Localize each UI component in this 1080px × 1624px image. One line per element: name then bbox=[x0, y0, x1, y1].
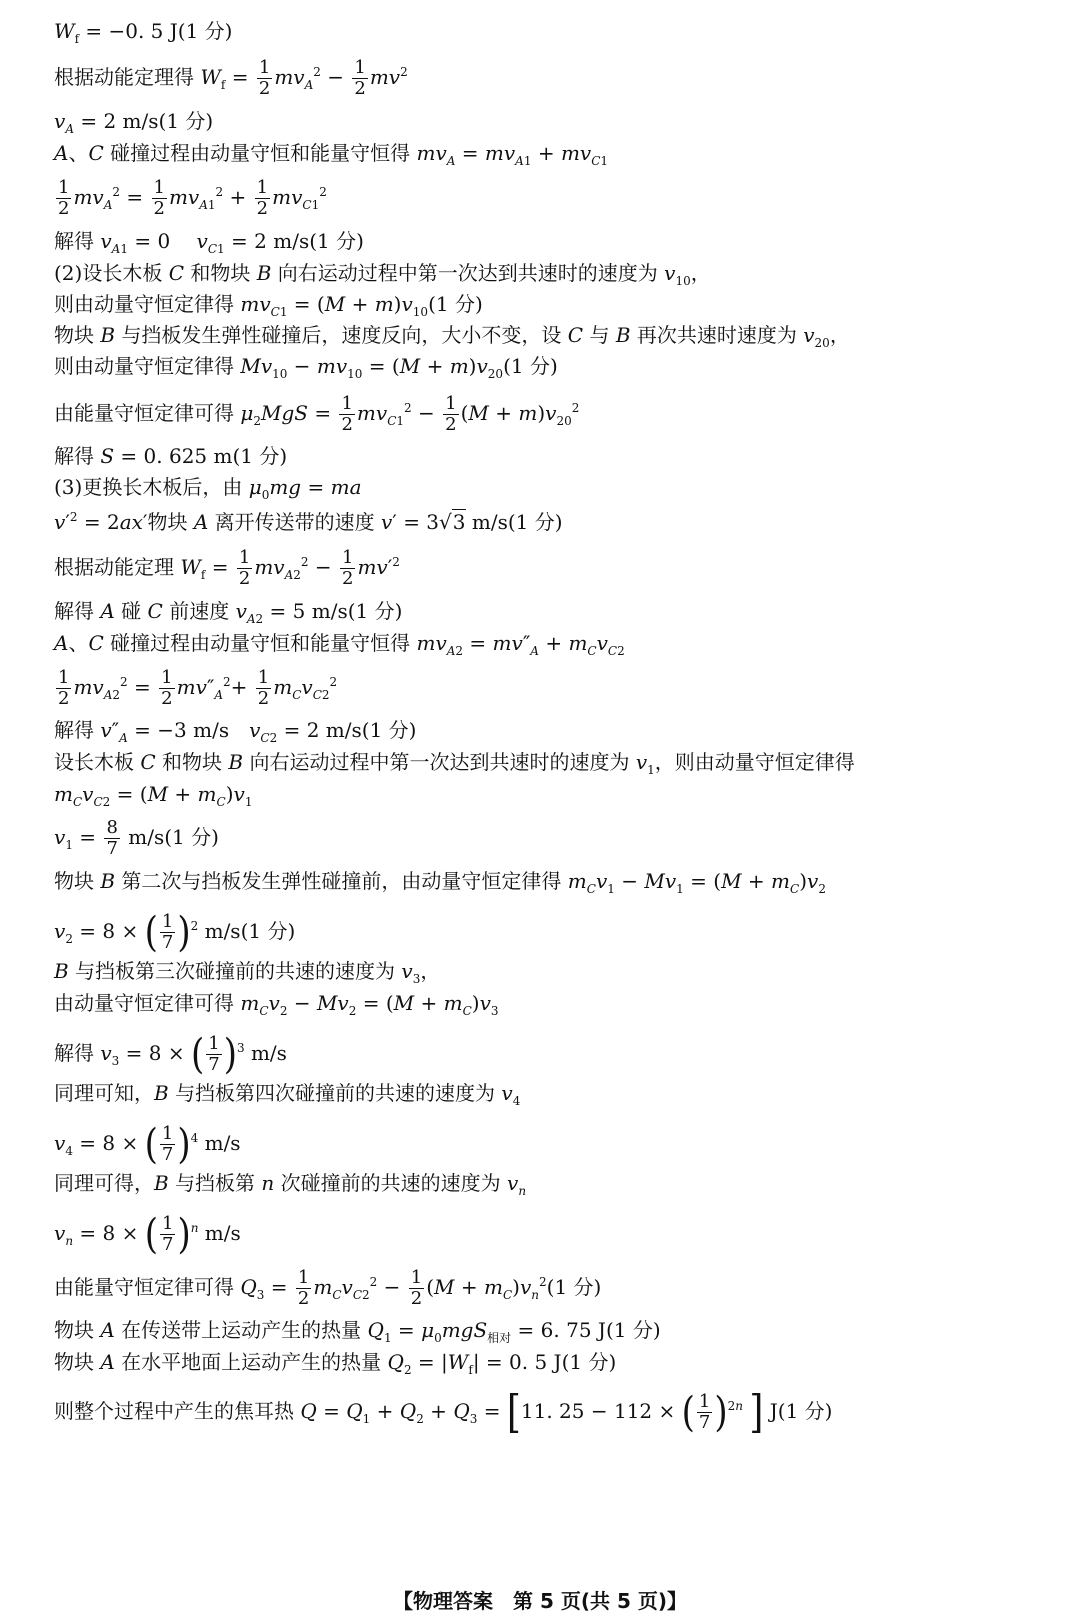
line-va2: 解得 A 碰 C 前速度 $v_{A2} = 5$ m/s(1 分) bbox=[54, 599, 403, 626]
line-solve-1: 解得 $v_{A1} = 0$ $v_{C1} = 2$ m/s(1 分) bbox=[54, 229, 364, 256]
line-nth-intro: 同理可得，B 与挡板第 n 次碰撞前的共速的速度为 $v_n$ bbox=[54, 1171, 527, 1198]
line-v3: 解得 $v_3 = 8$ × ( $\frac{1}{7}$ )$^3$ m/s bbox=[54, 1030, 287, 1079]
line-vn: $v_n = 8$ × ( $\frac{1}{7}$ )$^n$ m/s bbox=[54, 1210, 241, 1259]
line-energy-eq: $\frac{1}{2}$ $mv_A^2$ = $\frac{1}{2}$ $mv_{A1}^2$ + $\frac{1}{2}$ $mv_{C1}^2$ bbox=[58, 177, 327, 219]
line-v-prime: $v'^2 = 2ax'$物块 A 离开传送带的速度 v′ = 3√3 m/s(1 分) bbox=[54, 510, 563, 534]
line-kinetic-2: 根据动能定理 $W_f$ = $\frac{1}{2}$ $mv_{A2}^2$ − $\frac{1}{2}$ $mv'^2$ bbox=[54, 547, 400, 589]
line-momentum-1: 则由动量守恒定律得 $mv_{C1} = (M + m)v_{10}(1$ 分) bbox=[54, 292, 483, 319]
line-energy-eq-2: $\frac{1}{2}$ $mv_{A2}^2$ = $\frac{1}{2}$ $mv''_A^2+$ $\frac{1}{2}$ $m_Cv_{C2}^2$ bbox=[58, 667, 338, 709]
page-footer: 【物理答案 第 5 页(共 5 页)】 bbox=[393, 1589, 687, 1613]
line-second-collision: 物块 B 第二次与挡板发生弹性碰撞前，由动量守恒定律得 $m_Cv_1 - Mv_1 = (M + m_C)v_2$ bbox=[54, 869, 826, 896]
line-q1: 物块 A 在传送带上运动产生的热量 $Q_1 = \mu_0mgS_{相对} = 6$. 75 J(1 分) bbox=[54, 1318, 661, 1345]
line-fourth-intro: 同理可知，B 与挡板第四次碰撞前的共速的速度为 $v_4$ bbox=[54, 1081, 521, 1108]
line-momentum-2: 则由动量守恒定律得 $Mv_{10} - mv_{10} = (M + m)v_{20}(1$ 分) bbox=[54, 354, 558, 381]
line-solve-2: 解得 $v''_A = -3$ m/s $v_{C2} = 2$ m/s(1 分) bbox=[54, 718, 417, 745]
line-momentum-4: 由动量守恒定律可得 $m_Cv_2 - Mv_2 = (M + m_C)v_3$ bbox=[54, 991, 499, 1018]
line-q2: 物块 A 在水平地面上运动产生的热量 $Q_2 = |W_f| = 0$. 5 J(1 分) bbox=[54, 1350, 617, 1377]
line-wf: $W_f = -0$. 5 J(1 分) bbox=[54, 19, 233, 46]
line-v1: $v_1$ = $\frac{8}{7}$ m/s(1 分) bbox=[54, 817, 219, 859]
line-ac-collision: A、C 碰撞过程由动量守恒和能量守恒得 $mv_A = mv_{A1} + mv_{C1}$ bbox=[54, 141, 609, 168]
line-v1-intro: 设长木板 C 和物块 B 向右运动过程中第一次达到共速时的速度为 $v_1$，则由动量守恒定律得 bbox=[54, 750, 855, 777]
line-elastic: 物块 B 与挡板发生弹性碰撞后，速度反向，大小不变，设 C 与 B 再次共速时速度为 $v_{20}$， bbox=[54, 323, 850, 350]
line-v2: $v_2 = 8$ × ( $\frac{1}{7}$ )$^2$ m/s(1 分) bbox=[54, 908, 296, 957]
line-kinetic-theorem: 根据动能定理得 $W_f$ = $\frac{1}{2}$ $mv_A^2$ − $\frac{1}{2}$ $mv^2$ bbox=[54, 57, 408, 99]
line-ac-collision-2: A、C 碰撞过程由动量守恒和能量守恒得 $mv_{A2} = mv''_A + m_Cv_{C2}$ bbox=[54, 631, 625, 658]
line-third-intro: B 与挡板第三次碰撞前的共速的速度为 $v_3$， bbox=[54, 959, 441, 986]
line-momentum-3: $m_Cv_{C2} = (M + m_C)v_1$ bbox=[54, 782, 253, 809]
line-energy-s: 由能量守恒定律可得 $\mu_2MgS$ = $\frac{1}{2}$ $mv_{C1}^2$ − $\frac{1}{2}$ $(M + m)v_{20}^2$ bbox=[54, 393, 580, 435]
line-solve-s: 解得 S = 0. 625 m(1 分) bbox=[54, 444, 288, 468]
line-total-heat: 则整个过程中产生的焦耳热 $Q = Q_1 + Q_2 + Q_3 = [11$. 25 − 112 × ( $\frac{1}{7}$ )$^{2n}$ ] J(1 分) bbox=[54, 1386, 833, 1438]
line-q3: 由能量守恒定律可得 $Q_3$ = $\frac{1}{2}$ $m_Cv_{C2}^2$ − $\frac{1}{2}$ $(M + m_C)v_n^2(1$ 分) bbox=[54, 1267, 602, 1309]
line-va: $v_A = 2$ m/s(1 分) bbox=[54, 109, 214, 136]
line-v4: $v_4 = 8$ × ( $\frac{1}{7}$ )$^4$ m/s bbox=[54, 1120, 241, 1169]
line-part3: (3)更换长木板后，由 $\mu_0mg$ = ma bbox=[54, 475, 362, 502]
line-part2: (2)设长木板 C 和物块 B 向右运动过程中第一次达到共速时的速度为 $v_{10}$， bbox=[54, 261, 711, 288]
